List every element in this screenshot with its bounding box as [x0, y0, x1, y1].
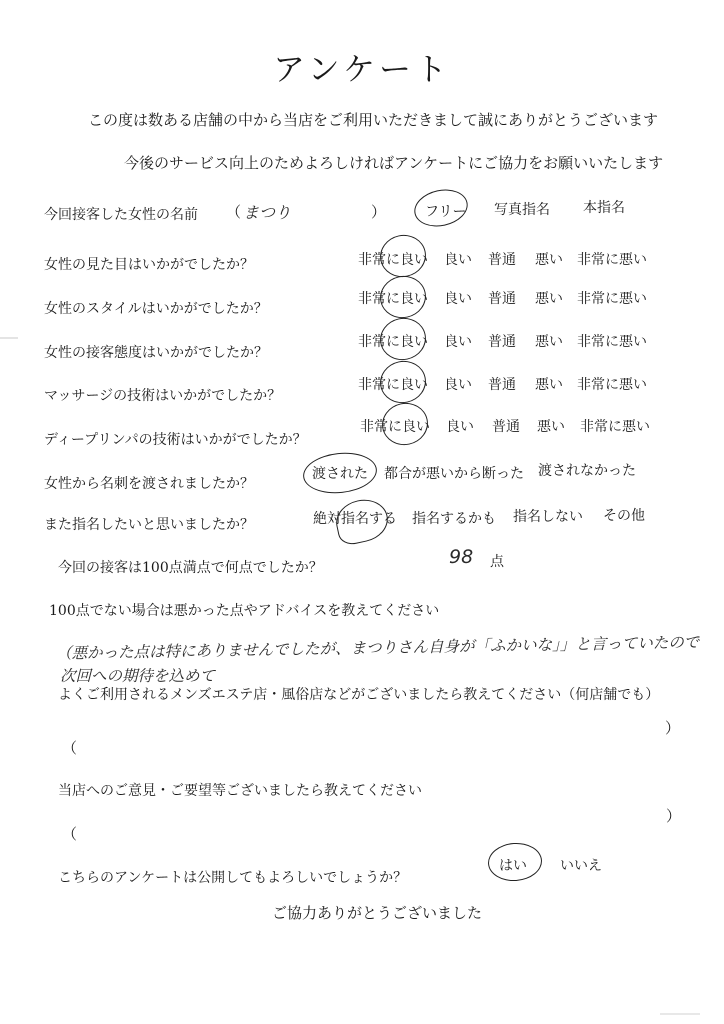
option-definitely: 絶対指名する	[313, 511, 397, 527]
answer-circle-free	[411, 185, 471, 231]
rating-average: 普通	[488, 291, 516, 307]
rating-bad: 悪い	[537, 419, 565, 435]
rating-bad: 悪い	[535, 377, 563, 393]
question-business-card: 女性から名刺を渡されましたか？	[44, 476, 254, 492]
option-received: 渡された	[312, 466, 368, 482]
rating-average: 普通	[488, 334, 516, 350]
question-deep-lymph: ディープリンパの技術はいかがでしたか？	[44, 432, 307, 448]
score-answer: 98	[449, 546, 474, 568]
answer-circle-definitely	[332, 495, 392, 547]
rating-excellent: 非常に良い	[358, 334, 428, 350]
answer-circle-attitude	[376, 314, 430, 365]
option-main-nomination: 本指名	[583, 200, 625, 216]
option-maybe: 指名するかも	[412, 511, 496, 527]
rating-very-bad: 非常に悪い	[580, 419, 650, 435]
question-therapist-name: 今回接客した女性の名前	[44, 207, 198, 223]
rating-bad: 悪い	[535, 291, 563, 307]
rating-average: 普通	[492, 419, 520, 435]
rating-very-bad: 非常に悪い	[577, 377, 647, 393]
page-title: アンケート	[272, 50, 452, 88]
option-photo-nomination: 写真指名	[494, 202, 550, 218]
rating-very-bad: 非常に悪い	[577, 291, 647, 307]
rating-excellent: 非常に良い	[360, 419, 430, 435]
score-unit: 点	[490, 554, 504, 570]
rating-good: 良い	[444, 291, 472, 307]
question-publish: こちらのアンケートは公開してもよろしいでしょうか？	[58, 870, 408, 886]
answer-circle-yes	[487, 841, 544, 883]
other-shops-open-paren: （	[62, 739, 78, 757]
requests-open-paren: （	[62, 825, 78, 843]
question-requests: 当店へのご意見・ご要望等ございましたら教えてください	[58, 783, 422, 799]
therapist-close-paren: ）	[371, 203, 387, 221]
rating-good: 良い	[444, 334, 472, 350]
question-appearance: 女性の見た目はいかがでしたか？	[44, 257, 254, 273]
rating-bad: 悪い	[535, 252, 563, 268]
rating-bad: 悪い	[535, 334, 563, 350]
therapist-open-paren: （	[226, 203, 242, 221]
answer-circle-received	[301, 449, 379, 497]
requests-close-paren: ）	[666, 807, 682, 825]
rating-good: 良い	[446, 419, 474, 435]
option-yes: はい	[499, 858, 527, 874]
rating-good: 良い	[444, 377, 472, 393]
answer-circle-appearance	[376, 231, 430, 282]
question-style: 女性のスタイルはいかがでしたか？	[44, 301, 268, 317]
rating-excellent: 非常に良い	[358, 291, 428, 307]
option-not-received: 渡されなかった	[538, 463, 636, 479]
closing-message: ご協力ありがとうございました	[272, 904, 483, 922]
option-declined: 都合が悪いから断った	[384, 466, 524, 482]
rating-very-bad: 非常に悪い	[577, 252, 647, 268]
question-other-shops: よくご利用されるメンズエステ店・風俗店などがございましたら教えてください（何店舗でも）	[58, 687, 660, 703]
advice-answer-line-1: （悪かった点は特にありませんでしたが、まつりさん自身が「ふかいな」」と言っていたので	[55, 633, 700, 663]
rating-good: 良い	[444, 252, 472, 268]
answer-circle-deep-lymph	[378, 399, 432, 450]
rating-excellent: 非常に良い	[358, 252, 428, 268]
option-no: 指名しない	[513, 509, 583, 525]
intro-line-1: この度は数ある店舗の中から当店をご利用いただきまして誠にありがとうございます	[88, 111, 659, 129]
rating-very-bad: 非常に悪い	[577, 334, 647, 350]
question-attitude: 女性の接客態度はいかがでしたか？	[44, 345, 268, 361]
question-massage: マッサージの技術はいかがでしたか？	[44, 388, 282, 404]
advice-answer-line-2: 次回への期待を込めて	[60, 667, 216, 685]
option-no-publish: いいえ	[560, 858, 602, 874]
other-shops-close-paren: ）	[665, 719, 681, 737]
rating-average: 普通	[488, 377, 516, 393]
option-other: その他	[603, 508, 645, 524]
rating-average: 普通	[488, 252, 516, 268]
answer-circle-massage	[376, 357, 430, 408]
answer-circle-style	[376, 272, 430, 323]
rating-excellent: 非常に良い	[358, 377, 428, 393]
question-advice: 100点でない場合は悪かった点やアドバイスを教えてください	[49, 603, 440, 619]
intro-line-2: 今後のサービス向上のためよろしければアンケートにご協力をお願いいたします	[124, 154, 664, 172]
question-score: 今回の接客は100点満点で何点でしたか？	[58, 560, 323, 576]
question-revisit: また指名したいと思いましたか？	[44, 517, 254, 533]
option-free: フリー	[425, 204, 467, 220]
therapist-name-answer: まつり	[243, 203, 292, 222]
